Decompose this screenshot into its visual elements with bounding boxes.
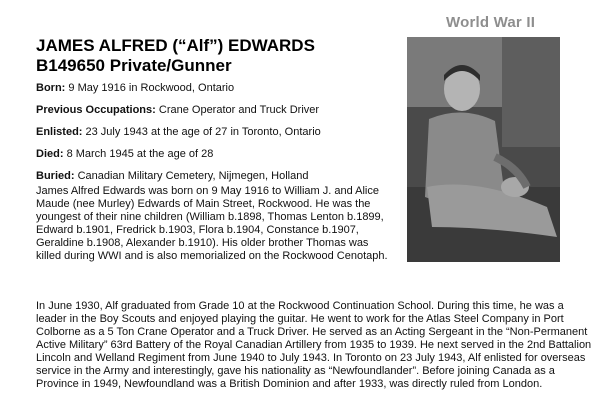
soldier-photo-image: [407, 37, 560, 262]
soldier-photo: [407, 37, 560, 262]
fact-value: 8 March 1945 at the age of 28: [66, 148, 214, 160]
fact-occupations: [36, 104, 396, 117]
fact-value: 9 May 1916 in Rockwood, Ontario: [68, 82, 235, 94]
bio-paragraph-1: James Alfred Edwards was born on 9 May 1916 to William J. and Alice Maude (nee Murley) Edwards of Main Street, Rockwood. He was the youngest of their nine children (William b.1898, Thomas Lenton b.1899, Edward b.1901, Fredrick b.1903, Flora b.1904, Constance b.1907, Geraldine b.1908, Alexander b.1910). His older brother Thomas was killed during WWI and is also memorialized on the Rockwood Cenotaph.: [36, 185, 388, 262]
fact-born: [36, 82, 396, 95]
fact-label: Buried:: [36, 170, 75, 182]
fact-enlisted: [36, 126, 396, 139]
fact-label: Enlisted:: [36, 126, 83, 138]
fact-label: Died:: [36, 148, 64, 160]
fact-value: Canadian Military Cemetery, Nijmegen, Holland: [77, 170, 309, 182]
fact-value: Crane Operator and Truck Driver: [158, 104, 320, 116]
fact-label: Previous Occupations:: [36, 104, 156, 116]
section-tag: World War II: [446, 14, 536, 31]
soldier-name: JAMES ALFRED (“Alf”) EDWARDS: [36, 36, 315, 55]
facts-list: [36, 82, 396, 192]
fact-buried: [36, 170, 396, 183]
fact-value: 23 July 1943 at the age of 27 in Toronto, Ontario: [85, 126, 321, 138]
fact-died: [36, 148, 396, 161]
soldier-name-heading: [36, 36, 315, 76]
fact-label: Born:: [36, 82, 66, 94]
bio-paragraph-2: In June 1930, Alf graduated from Grade 10 at the Rockwood Continuation School. During this time, he was a leader in the Boy Scouts and enjoyed playing the guitar. He went to work for the Atlas Steel Company in Port Colborne as a 5 Ton Crane Operator and a Truck Driver. He served as an Acting Sergeant in the “Non-Permanent Active Military” 63rd Battery of the Royal Canadian Artillery from 1935 to 1939. He next served in the 2nd Battalion Lincoln and Welland Regiment from June 1940 to July 1943. In Toronto on 23 July 1943, Alf enlisted for overseas service in the Army and interestingly, gave his nationality as “Newfoundlander”. Before joining Canada as a Province in 1949, Newfoundland was a British Dominion and after 1933, was directly ruled from London.: [36, 300, 592, 390]
service-number-rank: B149650 Private/Gunner: [36, 56, 232, 75]
